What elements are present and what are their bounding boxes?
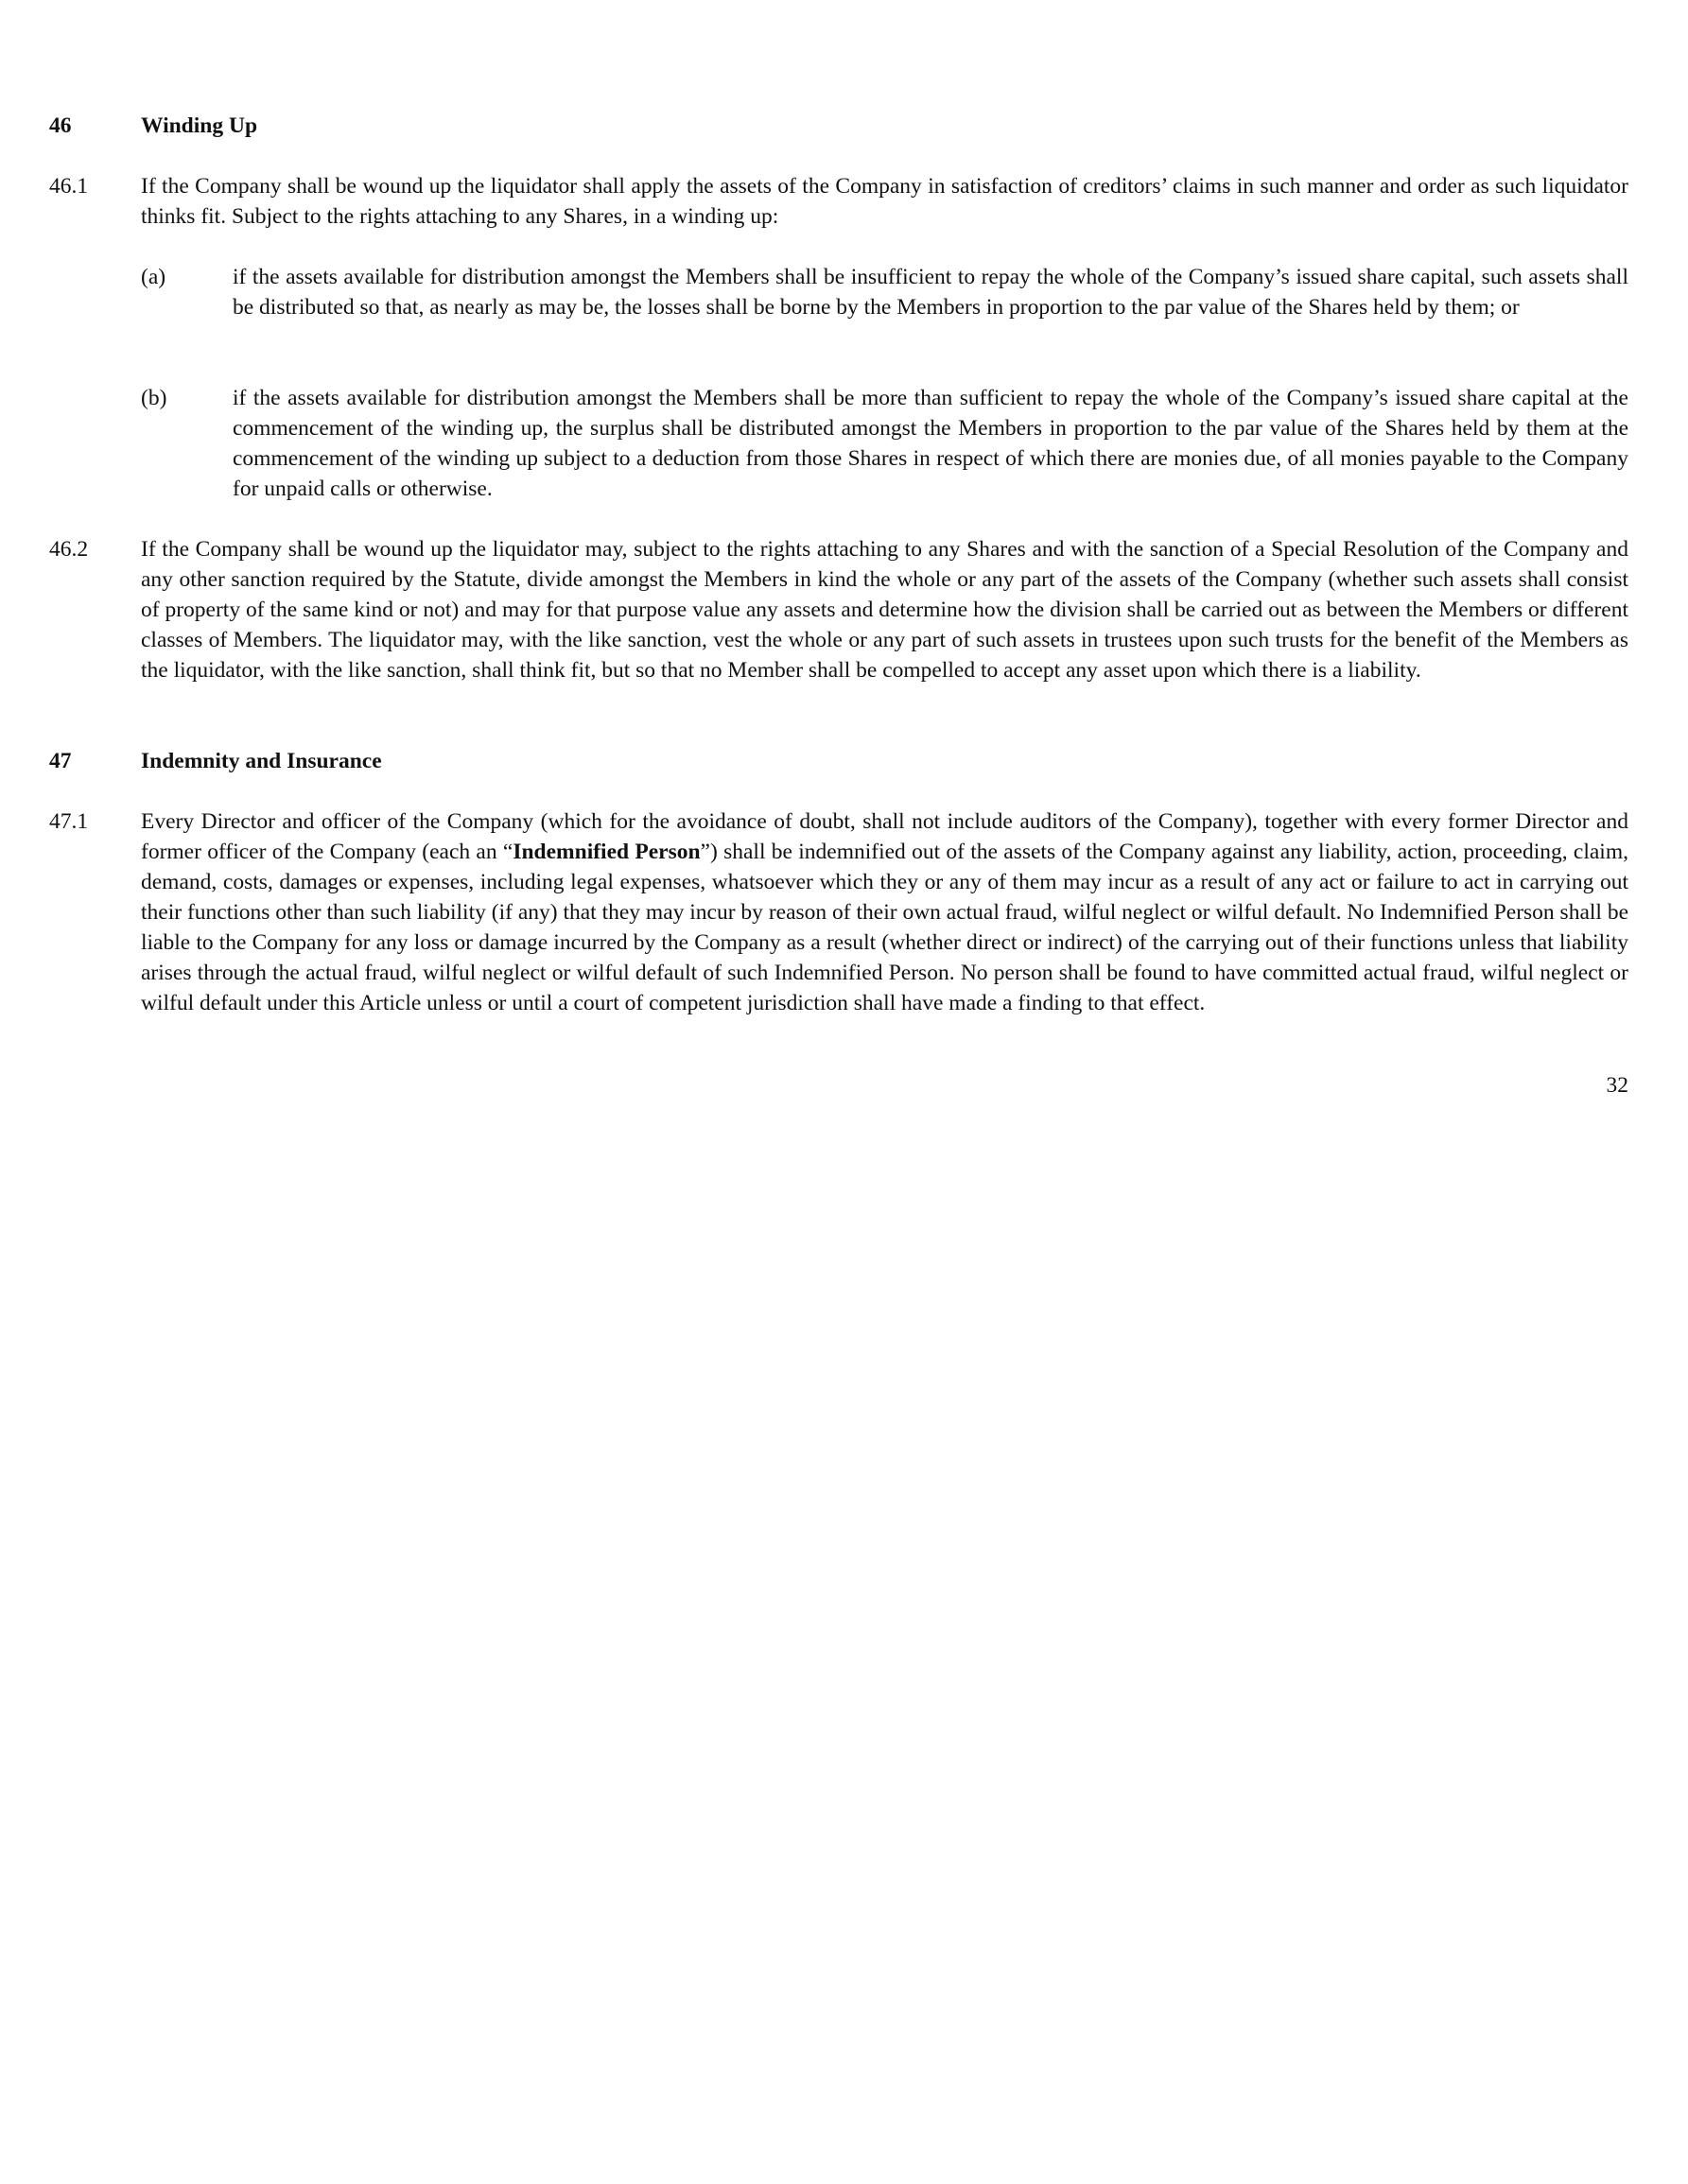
clause-number: 47.1 <box>49 809 89 834</box>
section-title: Winding Up <box>141 113 258 138</box>
clause-46-1-b <box>141 383 1628 504</box>
clause-text <box>141 806 1628 1018</box>
clause-46-1 <box>49 171 1628 232</box>
clause-number: 46.2 <box>49 537 89 562</box>
subclause-label: (b) <box>141 386 167 410</box>
subclause-text: if the assets available for distribution amongst the Members shall be insufficient to repay the whole of the Company’s issued share capital, such assets shall be distributed so that, as nearly as may be, the losses shall be borne by the Members in proportion to the par value of the Shares held by them; or <box>233 265 1628 320</box>
clause-47-1 <box>49 806 1628 1018</box>
section-number: 46 <box>49 113 72 138</box>
section-number: 47 <box>49 749 72 773</box>
clause-number: 46.1 <box>49 174 89 199</box>
section-title: Indemnity and Insurance <box>141 749 382 773</box>
clause-text: If the Company shall be wound up the liquidator may, subject to the rights attaching to any Shares and with the sanction of a Special Resolution of the Company and any other sanction required by the Statute, divide amongst the Members in kind the whole or any part of the assets of the Company (whether such assets shall consist of property of the same kind or not) and may for that purpose value any assets and determine how the division shall be carried out as between the Members or different classes of Members. The liquidator may, with the like sanction, vest the whole or any part of such assets in trustees upon such trusts for the benefit of the Members as the liquidator, with the like sanction, shall think fit, but so that no Member shall be compelled to accept any asset upon which there is a liability. <box>141 537 1628 683</box>
defined-term: Indemnified Person <box>513 840 701 864</box>
clause-46-1-a <box>141 262 1628 322</box>
page-number: 32 <box>1606 1073 1628 1098</box>
subclause-label: (a) <box>141 265 166 289</box>
clause-text-part-2: ”) shall be indemnified out of the assets of the Company against any liability, action, proceeding, claim, demand, costs, damages or expenses, including legal expenses, whatsoever which they or any of them may incur as a result of any act or failure to act in carrying out their functions other than such liability (if any) that they may incur by reason of their own actual fraud, wilful neglect or wilful default. No Indemnified Person shall be liable to the Company for any loss or damage incurred by the Company as a result (whether direct or indirect) of the carrying out of their functions unless that liability arises through the actual fraud, wilful neglect or wilful default of such Indemnified Person. No person shall be found to have committed actual fraud, wilful neglect or wilful default under this Article unless or until a court of competent jurisdiction shall have made a finding to that effect. <box>141 840 1628 1015</box>
clause-text-part-1: Every Director and officer of the Company (which for the avoidance of doubt, shall not include auditors of the Company), together with every former Director and former officer of the Company (each an “ <box>141 809 1628 864</box>
subclause-text: if the assets available for distribution amongst the Members shall be more than sufficient to repay the whole of the Company’s issued share capital at the commencement of the winding up, the surplus shall be distributed amongst the Members in proportion to the par value of the Shares held by them at the commencement of the winding up subject to a deduction from those Shares in respect of which there are monies due, of all monies payable to the Company for unpaid calls or otherwise. <box>233 386 1628 501</box>
clause-46-2 <box>49 534 1628 685</box>
clause-text: If the Company shall be wound up the liquidator shall apply the assets of the Company in satisfaction of creditors’ claims in such manner and order as such liquidator thinks fit. Subject to the rights attaching to any Shares, in a winding up: <box>141 174 1628 229</box>
